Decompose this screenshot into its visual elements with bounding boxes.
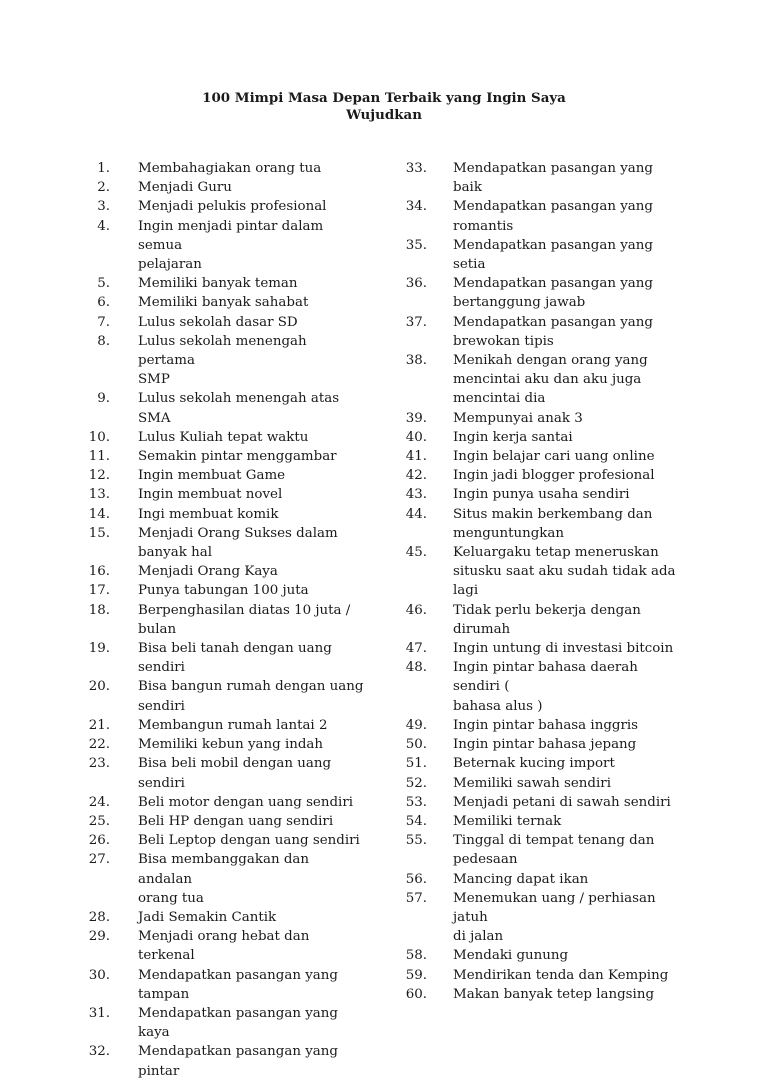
list-item xyxy=(0,543,676,601)
list-item-number: 60. xyxy=(405,986,427,1002)
list-item-text-line: Membahagiakan orang tua xyxy=(138,161,322,176)
list-item-number: 11. xyxy=(88,449,110,465)
list-item-text-line: Ingin pintar bahasa jepang xyxy=(453,737,637,753)
list-item-number: 40. xyxy=(405,429,427,445)
list-item-number: 35. xyxy=(405,237,427,253)
list-item-text-line: Ingin membuat novel xyxy=(138,487,283,503)
list-item-text xyxy=(453,447,683,466)
list-item-text-line: pelajaran xyxy=(138,257,202,273)
list-item-number: 29. xyxy=(88,929,110,945)
list-item-text-line: Menjadi Guru xyxy=(138,180,232,196)
list-item-text-line: Mendapatkan pasangan yang kaya xyxy=(138,1005,338,1041)
list-item-number: 22. xyxy=(88,737,110,753)
list-item-text-line: sendiri xyxy=(138,775,185,791)
list-item xyxy=(0,793,671,812)
list-item-text-line: Bisa bangun rumah dengan uang xyxy=(138,679,364,695)
document-title-line-2: Wujudkan xyxy=(346,107,422,123)
list-item-number: 20. xyxy=(88,679,110,695)
list-item-text xyxy=(453,543,683,601)
list-item-number: 59. xyxy=(405,967,427,983)
list-item-text-line: Lulus Kuliah tepat waktu xyxy=(138,429,309,445)
list-item-number: 36. xyxy=(405,276,427,292)
list-item-number: 18. xyxy=(88,602,110,618)
list-item-text-line: Bisa membanggakan dan andalan xyxy=(138,852,310,887)
list-item-text-line: Mendapatkan pasangan yang baik xyxy=(453,161,653,196)
list-item-number: 45. xyxy=(405,545,427,561)
list-item-number: 42. xyxy=(405,468,427,484)
list-item-text-line: Mendapatkan pasangan yang xyxy=(138,967,338,983)
list-item-text-line: Berpenghasilan diatas 10 juta / xyxy=(138,602,351,618)
list-item xyxy=(0,1004,338,1042)
list-item-text xyxy=(453,793,683,812)
list-item-text-line: Beli motor dengan uang sendiri xyxy=(138,794,354,810)
list-item-text-line: Beli HP dengan uang sendiri xyxy=(138,813,334,829)
list-item-number: 24. xyxy=(88,794,110,810)
list-item xyxy=(0,236,653,274)
list-item-number: 16. xyxy=(88,564,110,580)
list-item-text-line: situsku saat aku sudah tidak ada xyxy=(453,564,676,580)
list-item xyxy=(0,985,655,1004)
list-item-text-line: Ingin membuat Game xyxy=(138,468,286,484)
list-item-text-line: orang tua xyxy=(138,890,204,906)
list-item-number: 25. xyxy=(88,813,110,829)
list-item-text xyxy=(453,754,683,773)
list-item xyxy=(0,485,630,504)
list-item-text-line: Ingin kerja santai xyxy=(453,429,573,445)
list-item-text-line: Ingin jadi blogger profesional xyxy=(453,468,655,484)
list-item xyxy=(0,274,653,312)
list-item xyxy=(0,754,615,773)
list-item-text xyxy=(453,505,683,543)
list-item-text-line: Mendapatkan pasangan yang pintar xyxy=(138,1044,338,1079)
list-item-text xyxy=(453,428,683,447)
list-item xyxy=(0,716,639,735)
list-item-text xyxy=(453,831,683,869)
list-item-text-line: Menemukan uang / perhiasan jatuh xyxy=(453,890,656,925)
list-item-number: 28. xyxy=(88,909,110,925)
list-item-text-line: Memiliki banyak teman xyxy=(138,276,298,292)
list-item-number: 58. xyxy=(405,948,427,964)
list-item-text xyxy=(453,236,683,274)
list-item-text-line: Menjadi petani di sawah sendiri xyxy=(453,794,671,810)
list-item-text-line: Bisa beli tanah dengan uang sendiri xyxy=(138,641,332,676)
list-item-text-line: Mendapatkan pasangan yang xyxy=(453,314,653,330)
list-item-text-line: Ingin pintar bahasa daerah sendiri ( xyxy=(453,660,638,695)
list-item-number: 56. xyxy=(405,871,427,887)
list-item-text-line: banyak hal xyxy=(138,545,212,561)
list-item-number: 10. xyxy=(88,429,110,445)
list-item-number: 46. xyxy=(405,602,427,618)
list-item-text-line: Ingin belajar cari uang online xyxy=(453,449,655,465)
list-item-text xyxy=(453,658,683,716)
list-item-text-line: Ingi membuat komik xyxy=(138,506,279,522)
list-item-number: 26. xyxy=(88,833,110,849)
list-item-text xyxy=(453,351,683,409)
list-item-text-line: bulan xyxy=(138,621,177,637)
list-item-number: 7. xyxy=(97,314,110,330)
list-item-text xyxy=(453,774,683,793)
list-column-right xyxy=(0,159,676,1004)
list-item-text-line: Punya tabungan 100 juta xyxy=(138,583,309,599)
list-item-number: 44. xyxy=(405,506,427,522)
list-item-text-line: Bisa beli mobil dengan uang xyxy=(138,756,332,772)
list-item-number: 37. xyxy=(405,314,427,330)
list-item-text-line: mencintai aku dan aku juga xyxy=(453,372,642,388)
list-item-text-line: Tidak perlu bekerja dengan xyxy=(453,602,641,618)
list-item-text-line: Mempunyai anak 3 xyxy=(453,410,583,426)
list-item-text-line: Mendaki gunung xyxy=(453,948,569,964)
list-item-text xyxy=(453,966,683,985)
list-item-text xyxy=(138,1042,366,1080)
list-item-text-line: lagi xyxy=(453,583,479,599)
list-item xyxy=(0,831,655,869)
list-item-number: 43. xyxy=(405,487,427,503)
list-item-text-line: Lulus sekolah menengah atas SMA xyxy=(138,391,340,426)
list-item-text-line: Mendapatkan pasangan yang xyxy=(453,276,653,292)
list-item xyxy=(0,639,674,658)
list-item-number: 5. xyxy=(97,276,110,292)
list-item-text-line: Memiliki sawah sendiri xyxy=(453,775,611,791)
list-item-number: 21. xyxy=(88,717,110,733)
list-item-text xyxy=(453,274,683,312)
list-item-text-line: Beli Leptop dengan uang sendiri xyxy=(138,833,360,849)
list-item-number: 17. xyxy=(88,583,110,599)
list-item-text xyxy=(453,466,683,485)
list-item-text-line: Menjadi orang hebat dan terkenal xyxy=(138,929,310,964)
list-item xyxy=(0,735,637,754)
list-item xyxy=(0,197,653,235)
list-item-text xyxy=(453,735,683,754)
list-item-text xyxy=(453,485,683,504)
list-item xyxy=(0,1042,338,1080)
list-item-number: 14. xyxy=(88,506,110,522)
list-item-text xyxy=(138,1004,366,1042)
list-item-number: 38. xyxy=(405,353,427,369)
list-item-number: 19. xyxy=(88,641,110,657)
list-item-text-line: tampan xyxy=(138,986,190,1002)
list-item-text-line: menguntungkan xyxy=(453,525,564,541)
list-item xyxy=(0,466,655,485)
list-item-number: 54. xyxy=(405,813,427,829)
list-item-text-line: Keluargaku tetap meneruskan xyxy=(453,545,659,561)
list-item-text xyxy=(453,601,683,639)
list-item-number: 55. xyxy=(405,833,427,849)
list-item-text xyxy=(453,812,683,831)
list-item-text-line: Memiliki banyak sahabat xyxy=(138,295,309,311)
list-item-number: 41. xyxy=(405,449,427,465)
document-title: 100 Mimpi Masa Depan Terbaik yang Ingin Saya xyxy=(202,90,566,106)
list-item xyxy=(0,870,589,889)
list-item-text xyxy=(453,159,683,197)
list-item-text-line: Situs makin berkembang dan xyxy=(453,506,653,522)
list-item-text xyxy=(453,313,683,351)
list-item-text-line: pedesaan xyxy=(453,852,518,868)
list-item-text-line: Memiliki ternak xyxy=(453,813,562,829)
list-item-number: 8. xyxy=(97,333,110,349)
list-item xyxy=(0,447,655,466)
list-item-text-line: bertanggung jawab xyxy=(453,295,586,311)
list-item-text-line: Ingin pintar bahasa inggris xyxy=(453,717,639,733)
list-item-text-line: Menikah dengan orang yang xyxy=(453,353,648,369)
list-item-text xyxy=(453,985,683,1004)
list-item-number: 15. xyxy=(88,525,110,541)
list-item-text-line: Mendapatkan pasangan yang setia xyxy=(453,237,653,273)
list-item-text-line: Ingin punya usaha sendiri xyxy=(453,487,630,503)
list-item-text-line: Semakin pintar menggambar xyxy=(138,449,337,465)
list-item-text-line: Memiliki kebun yang indah xyxy=(138,737,324,753)
list-item-number: 2. xyxy=(97,180,110,196)
list-item-text-line: Lulus sekolah menengah pertama xyxy=(138,333,307,369)
list-item xyxy=(0,428,573,447)
list-item-number: 32. xyxy=(88,1044,110,1060)
list-item-text-line: Tinggal di tempat tenang dan xyxy=(453,833,655,849)
list-item-text-line: Ingin untung di investasi bitcoin xyxy=(453,641,674,657)
list-item-text-line: Jadi Semakin Cantik xyxy=(138,909,277,925)
list-item-text-line: sendiri xyxy=(138,698,185,714)
list-item-number: 30. xyxy=(88,967,110,983)
list-item-text-line: dirumah xyxy=(453,621,511,637)
list-item-text xyxy=(453,870,683,889)
list-item-number: 57. xyxy=(405,890,427,906)
list-item-text-line: Menjadi Orang Sukses dalam xyxy=(138,525,338,541)
list-item-text-line: Ingin menjadi pintar dalam semua xyxy=(138,218,324,253)
list-item xyxy=(0,601,641,639)
list-item-text-line: Menjadi Orang Kaya xyxy=(138,564,278,580)
list-item-number: 6. xyxy=(97,295,110,311)
list-item-text-line: Mancing dapat ikan xyxy=(453,871,589,887)
list-item xyxy=(0,774,611,793)
list-item xyxy=(0,159,653,197)
list-item-number: 34. xyxy=(405,199,427,215)
list-item-number: 23. xyxy=(88,756,110,772)
list-item-text-line: Menjadi pelukis profesional xyxy=(138,199,327,215)
list-item xyxy=(0,505,653,543)
list-item-text-line: Lulus sekolah dasar SD xyxy=(138,314,298,330)
list-item-number: 49. xyxy=(405,717,427,733)
list-item-number: 3. xyxy=(97,199,110,215)
list-item-text-line: romantis xyxy=(453,218,514,234)
list-item-text xyxy=(453,889,683,947)
list-item-text xyxy=(453,716,683,735)
list-item-number: 51. xyxy=(405,756,427,772)
list-item-text-line: Mendirikan tenda dan Kemping xyxy=(453,967,669,983)
list-item-number: 1. xyxy=(97,161,110,176)
list-item xyxy=(0,409,583,428)
list-item-number: 53. xyxy=(405,794,427,810)
list-item-number: 9. xyxy=(97,391,110,407)
list-item-text xyxy=(453,946,683,965)
list-item-number: 47. xyxy=(405,641,427,657)
list-item-number: 4. xyxy=(97,218,110,234)
list-item-number: 12. xyxy=(88,468,110,484)
list-item-text xyxy=(453,639,683,658)
list-item-number: 31. xyxy=(88,1005,110,1021)
list-item-text-line: Mendapatkan pasangan yang xyxy=(453,199,653,215)
list-item-text-line: SMP xyxy=(138,372,170,388)
list-item xyxy=(0,966,669,985)
list-item-text xyxy=(453,197,683,235)
list-item-text xyxy=(453,409,683,428)
list-item-text-line: bahasa alus ) xyxy=(453,698,543,714)
list-item-text-line: di jalan xyxy=(453,929,504,945)
list-item-text-line: mencintai dia xyxy=(453,391,546,407)
list-item-number: 50. xyxy=(405,737,427,753)
list-item-text-line: Beternak kucing import xyxy=(453,756,615,772)
list-item-number: 52. xyxy=(405,775,427,791)
list-item-text-line: Makan banyak tetep langsing xyxy=(453,986,655,1002)
list-item-number: 39. xyxy=(405,410,427,426)
list-item-text-line: brewokan tipis xyxy=(453,333,554,349)
list-item xyxy=(0,812,562,831)
list-item-number: 13. xyxy=(88,487,110,503)
list-item-text-line: Membangun rumah lantai 2 xyxy=(138,717,328,733)
list-item-number: 27. xyxy=(88,852,110,868)
list-item-number: 48. xyxy=(405,660,427,676)
list-item-number: 33. xyxy=(405,161,427,176)
